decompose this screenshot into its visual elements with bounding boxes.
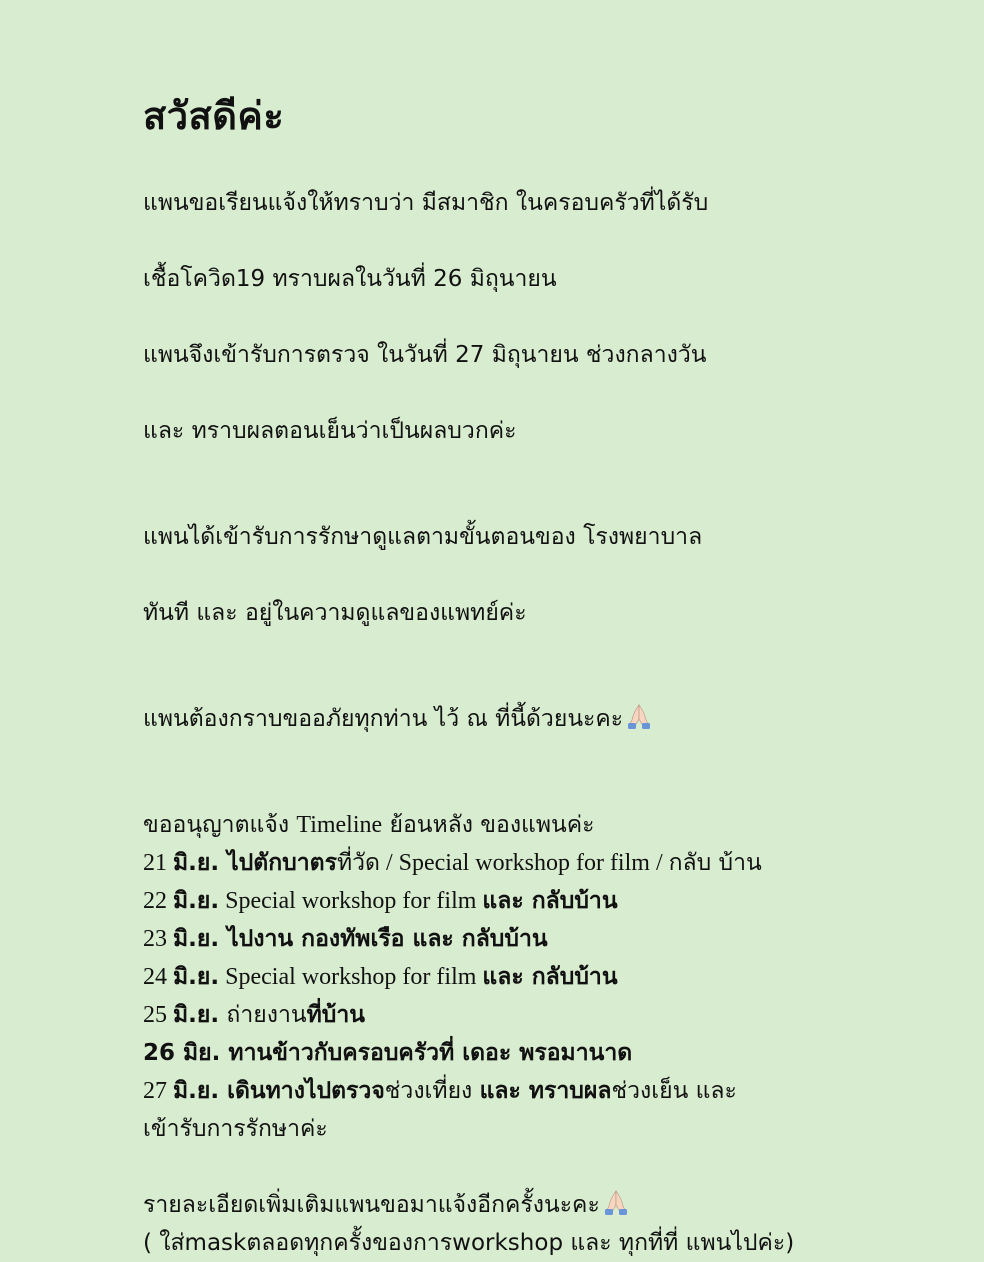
timeline-detail-en: / Special workshop for film /	[379, 850, 669, 876]
timeline-tail: กลับ บ้าน	[668, 850, 762, 876]
timeline-intro	[143, 768, 843, 844]
timeline-day: 23	[143, 926, 173, 952]
treatment-paragraph	[143, 480, 843, 632]
timeline-day: 24	[143, 964, 173, 990]
timeline-tail: และ กลับบ้าน	[482, 888, 618, 914]
timeline-item-26	[143, 1034, 843, 1072]
timeline-day: 22	[143, 888, 173, 914]
intro-line-2: เชื้อโควิด19 ทราบผลในวันที่ 26 มิถุนายน	[143, 266, 557, 292]
timeline-tail: และ กลับบ้าน	[482, 964, 618, 990]
folded-hands-icon	[625, 702, 653, 730]
page-title: สวัสดีค่ะ	[143, 94, 285, 138]
timeline-intro-after: ย้อนหลัง ของแพนค่ะ	[382, 812, 595, 838]
timeline-detail-en: Special workshop for film	[219, 964, 483, 990]
timeline-date: มิ.ย.	[173, 1002, 220, 1028]
timeline-detail-2: ช่วงเย็น และ	[611, 1078, 737, 1104]
closing-text: รายละเอียดเพิ่มเติมแพนขอมาแจ้งอีกครั้งนะคะ	[143, 1192, 600, 1218]
closing-note: ( ใส่maskตลอดทุกครั้งของการworkshop และ ทุกที่ที่ แพนไปค่ะ)	[143, 1230, 795, 1256]
timeline-detail: ช่วงเที่ยง	[384, 1078, 480, 1104]
timeline-day: 27	[143, 1078, 173, 1104]
timeline-day: 26 มิย.	[143, 1040, 229, 1066]
timeline-date: มิ.ย. ไปงาน กองทัพเรือ และ กลับบ้าน	[173, 926, 548, 952]
timeline-detail: ถ่ายงาน	[219, 1002, 307, 1028]
closing-line	[143, 1186, 823, 1224]
folded-hands-icon	[602, 1188, 630, 1216]
intro-paragraph	[143, 146, 843, 450]
treatment-line-2: ทันที และ อยู่ในความดูแลของแพทย์ค่ะ	[143, 600, 527, 626]
closing-section	[143, 1186, 823, 1262]
apology-text: แพนต้องกราบขออภัยทุกท่าน ไว้ ณ ที่นี้ด้วยนะคะ	[143, 706, 624, 732]
timeline-day: 25	[143, 1002, 173, 1028]
timeline-date: มิ.ย.	[173, 888, 220, 914]
timeline-detail-bold: และ ทราบผล	[479, 1078, 612, 1104]
timeline-item-23	[143, 920, 843, 958]
timeline-intro-en: Timeline	[296, 812, 383, 838]
timeline-tail: เข้ารับการรักษาค่ะ	[143, 1116, 328, 1142]
intro-line-4: และ ทราบผลตอนเย็นว่าเป็นผลบวกค่ะ	[143, 418, 517, 444]
timeline-day: 21	[143, 850, 173, 876]
timeline-item-25	[143, 996, 843, 1034]
timeline-list	[143, 844, 843, 1148]
timeline-date: มิ.ย. ไปตักบาตร	[173, 850, 337, 876]
treatment-line-1: แพนได้เข้ารับการรักษาดูแลตามขั้นตอนของ โรงพยาบาล	[143, 524, 703, 550]
intro-line-3: แพนจึงเข้ารับการตรวจ ในวันที่ 27 มิถุนายน ช่วงกลางวัน	[143, 342, 707, 368]
timeline-intro-before: ขออนุญาตแจ้ง	[143, 812, 297, 838]
apology-paragraph	[143, 662, 843, 738]
timeline-detail-en: Special workshop for film	[219, 888, 483, 914]
timeline-date: ทานข้าวกับครอบครัวที่ เดอะ พรอมานาด	[228, 1040, 633, 1066]
timeline-item-22	[143, 882, 843, 920]
intro-line-1: แพนขอเรียนแจ้งให้ทราบว่า มีสมาชิก ในครอบครัวที่ได้รับ	[143, 190, 709, 216]
timeline-item-21	[143, 844, 843, 882]
timeline-detail: ที่วัด	[336, 850, 380, 876]
timeline-item-24	[143, 958, 843, 996]
timeline-date: มิ.ย.	[173, 964, 220, 990]
timeline-date: มิ.ย. เดินทางไปตรวจ	[173, 1078, 385, 1104]
timeline-item-27	[143, 1072, 843, 1148]
timeline-tail: ที่บ้าน	[306, 1002, 366, 1028]
